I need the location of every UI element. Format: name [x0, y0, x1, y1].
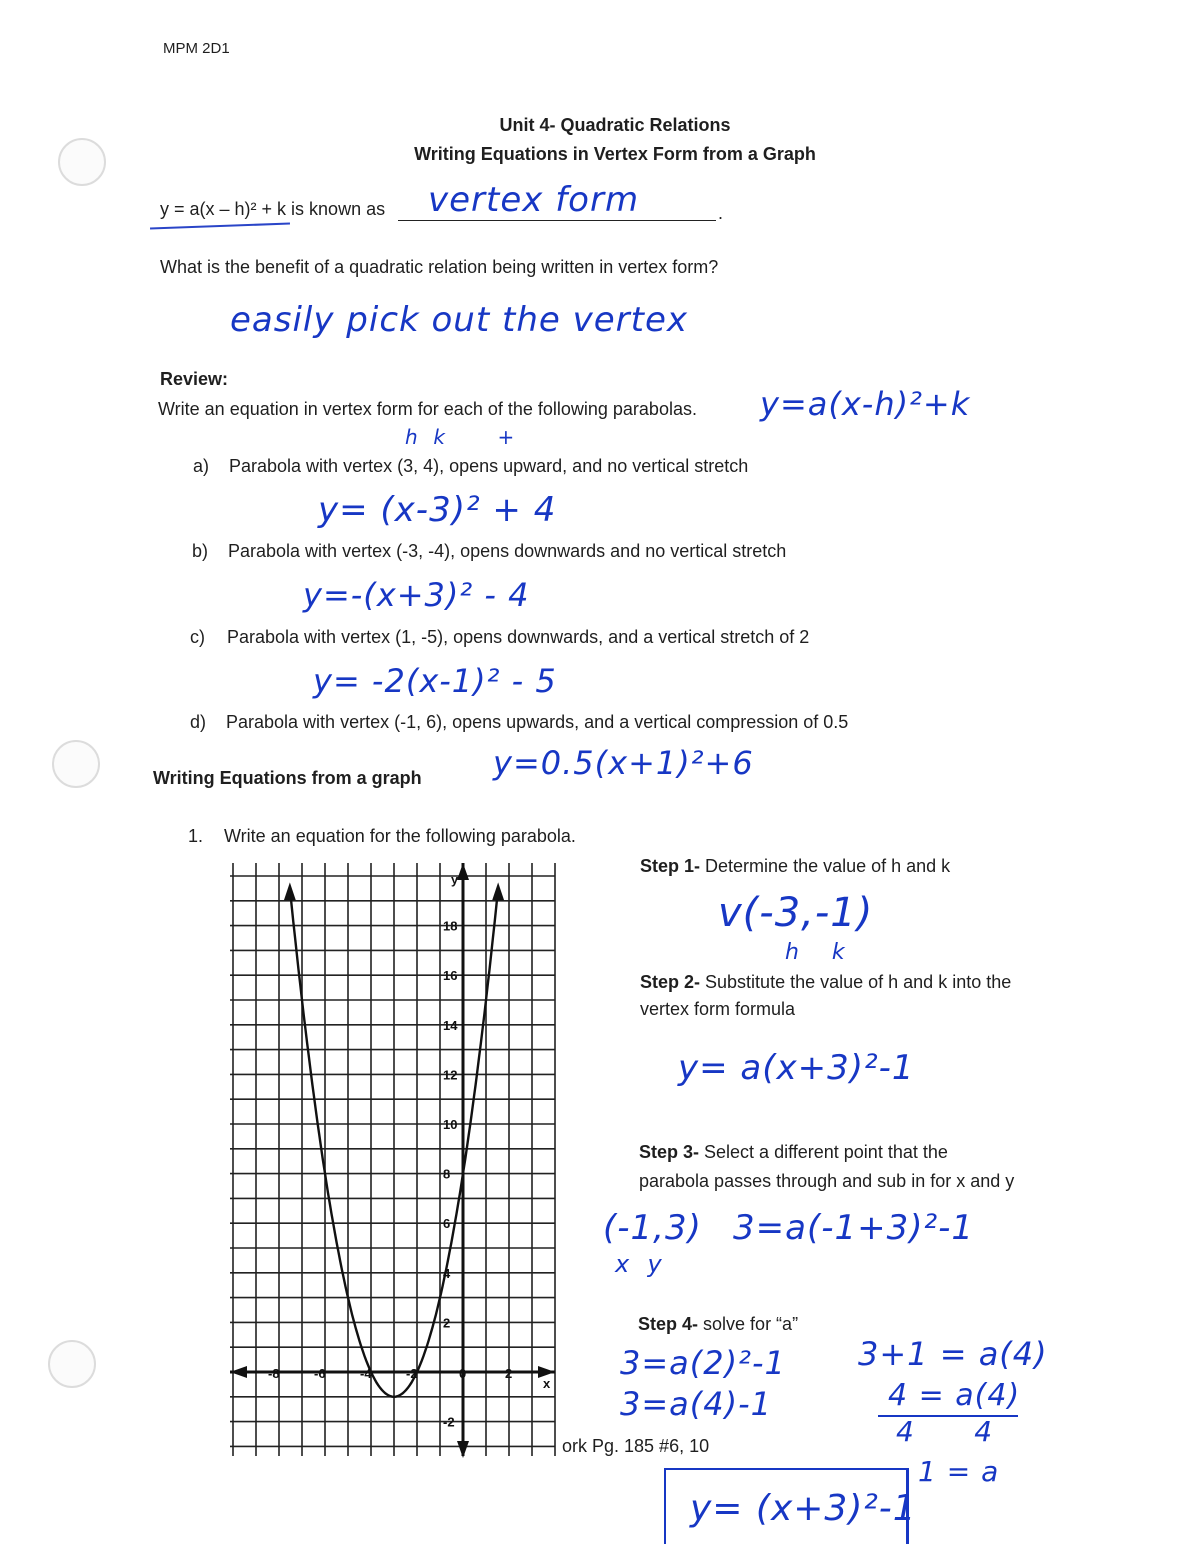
- handwritten-underline: [150, 223, 290, 230]
- item-d-text: Parabola with vertex (-1, 6), opens upwards, and a vertical compression of 0.5: [226, 712, 849, 732]
- item-c-text: Parabola with vertex (1, -5), opens downwards, and a vertical stretch of 2: [227, 627, 810, 647]
- step1-hk: h k: [785, 940, 846, 965]
- graph-section-heading: Writing Equations from a graph: [153, 768, 422, 788]
- step3-substitution: 3=a(-1+3)²-1: [733, 1208, 975, 1248]
- benefit-question: What is the benefit of a quadratic relation being written in vertex form?: [160, 257, 719, 277]
- parabola-arrow-left: [284, 882, 296, 900]
- hk-note: h k +: [405, 425, 516, 449]
- y-axis-arrow-up: [457, 863, 469, 880]
- step1-answer: v(-3,-1): [718, 890, 874, 936]
- y-tick-label: 18: [443, 918, 458, 934]
- step3-label: Step 3-: [639, 1142, 700, 1162]
- vertex-form-answer: vertex form: [428, 180, 640, 220]
- item-b-answer: y=-(x+3)² - 4: [303, 576, 530, 614]
- x-tick-label: 0: [459, 1366, 467, 1381]
- review-heading: Review:: [160, 369, 229, 389]
- step4: [638, 1314, 798, 1335]
- step3: [639, 1142, 948, 1163]
- item-d-letter: d): [190, 712, 207, 732]
- step4-work-left-2: 3=a(4)-1: [620, 1385, 773, 1423]
- step4-work-right-3: 4 4: [896, 1415, 994, 1448]
- step1-label: Step 1-: [640, 856, 701, 876]
- parabola-arrow-right: [492, 882, 504, 900]
- step2-label: Step 2-: [640, 972, 701, 992]
- y-tick-label: 2: [443, 1315, 451, 1331]
- benefit-answer: easily pick out the vertex: [230, 300, 688, 340]
- y-tick-label: 4: [443, 1265, 451, 1281]
- y-axis-label: y: [451, 872, 459, 887]
- binder-hole-middle: [52, 740, 100, 788]
- y-tick-label: 14: [443, 1017, 458, 1033]
- step4-work-right-4: 1 = a: [918, 1455, 1000, 1488]
- final-answer: y= (x+3)²-1: [690, 1488, 917, 1529]
- step1: [640, 856, 950, 877]
- y-tick-label: 12: [443, 1067, 458, 1083]
- step2: [640, 972, 1011, 993]
- y-tick-label: 6: [443, 1216, 451, 1232]
- step4-work-right-2: 4 = a(4): [888, 1378, 1021, 1413]
- vertex-formula-note: y=a(x-h)²+k: [760, 385, 971, 423]
- step1-text: Determine the value of h and k: [705, 856, 951, 876]
- parabola-graph: [225, 858, 570, 1468]
- step2-line2: vertex form formula: [640, 999, 796, 1019]
- blank-period: .: [718, 203, 724, 223]
- question-number: 1.: [188, 826, 204, 846]
- y-tick-label: 8: [443, 1166, 451, 1182]
- y-tick-label: 10: [443, 1117, 458, 1132]
- step3-xy: x y: [615, 1250, 663, 1278]
- binder-hole-bottom: [48, 1340, 96, 1388]
- vertex-form-prompt: y = a(x – h)² + k is known as: [160, 199, 386, 219]
- step3-line2: parabola passes through and sub in for x and y: [639, 1171, 1015, 1191]
- question-text: Write an equation for the following parabola.: [224, 826, 576, 846]
- item-b-letter: b): [192, 541, 209, 561]
- x-tick-label: -2: [406, 1366, 418, 1381]
- x-tick-label: 2: [505, 1366, 513, 1381]
- y-tick-label: 16: [443, 968, 458, 984]
- homework-note: ork Pg. 185 #6, 10: [562, 1436, 710, 1456]
- step3-line1: Select a different point that the: [704, 1142, 948, 1162]
- course-code: MPM 2D1: [163, 40, 230, 57]
- x-tick-label: -4: [360, 1366, 372, 1381]
- step2-answer: y= a(x+3)²-1: [678, 1048, 915, 1088]
- step4-work-left-1: 3=a(2)²-1: [620, 1344, 786, 1382]
- item-b-text: Parabola with vertex (-3, -4), opens downwards and no vertical stretch: [228, 541, 787, 561]
- review-instruction: Write an equation in vertex form for each of the following parabolas.: [158, 399, 697, 419]
- x-tick-label: -6: [314, 1366, 326, 1381]
- step4-work-right-1: 3+1 = a(4): [858, 1335, 1048, 1373]
- item-a-letter: a): [193, 456, 210, 476]
- step3-point: (-1,3): [603, 1208, 702, 1248]
- page-subtitle: Writing Equations in Vertex Form from a Graph: [414, 144, 816, 164]
- answer-blank: [398, 220, 716, 221]
- item-a-text: Parabola with vertex (3, 4), opens upward, and no vertical stretch: [229, 456, 749, 476]
- unit-title: Unit 4- Quadratic Relations: [499, 115, 731, 135]
- x-axis-label: x: [543, 1376, 551, 1391]
- step4-label: Step 4-: [638, 1314, 699, 1334]
- step2-line1: Substitute the value of h and k into the: [705, 972, 1012, 992]
- item-c-answer: y= -2(x-1)² - 5: [313, 662, 557, 700]
- step4-text: solve for “a”: [703, 1314, 799, 1334]
- x-tick-label: -8: [268, 1366, 280, 1381]
- item-d-answer: y=0.5(x+1)²+6: [493, 744, 754, 782]
- y-axis-arrow-down: [457, 1441, 469, 1458]
- item-a-answer: y= (x-3)² + 4: [318, 490, 557, 530]
- y-tick-label: -2: [443, 1414, 455, 1430]
- item-c-letter: c): [190, 627, 205, 647]
